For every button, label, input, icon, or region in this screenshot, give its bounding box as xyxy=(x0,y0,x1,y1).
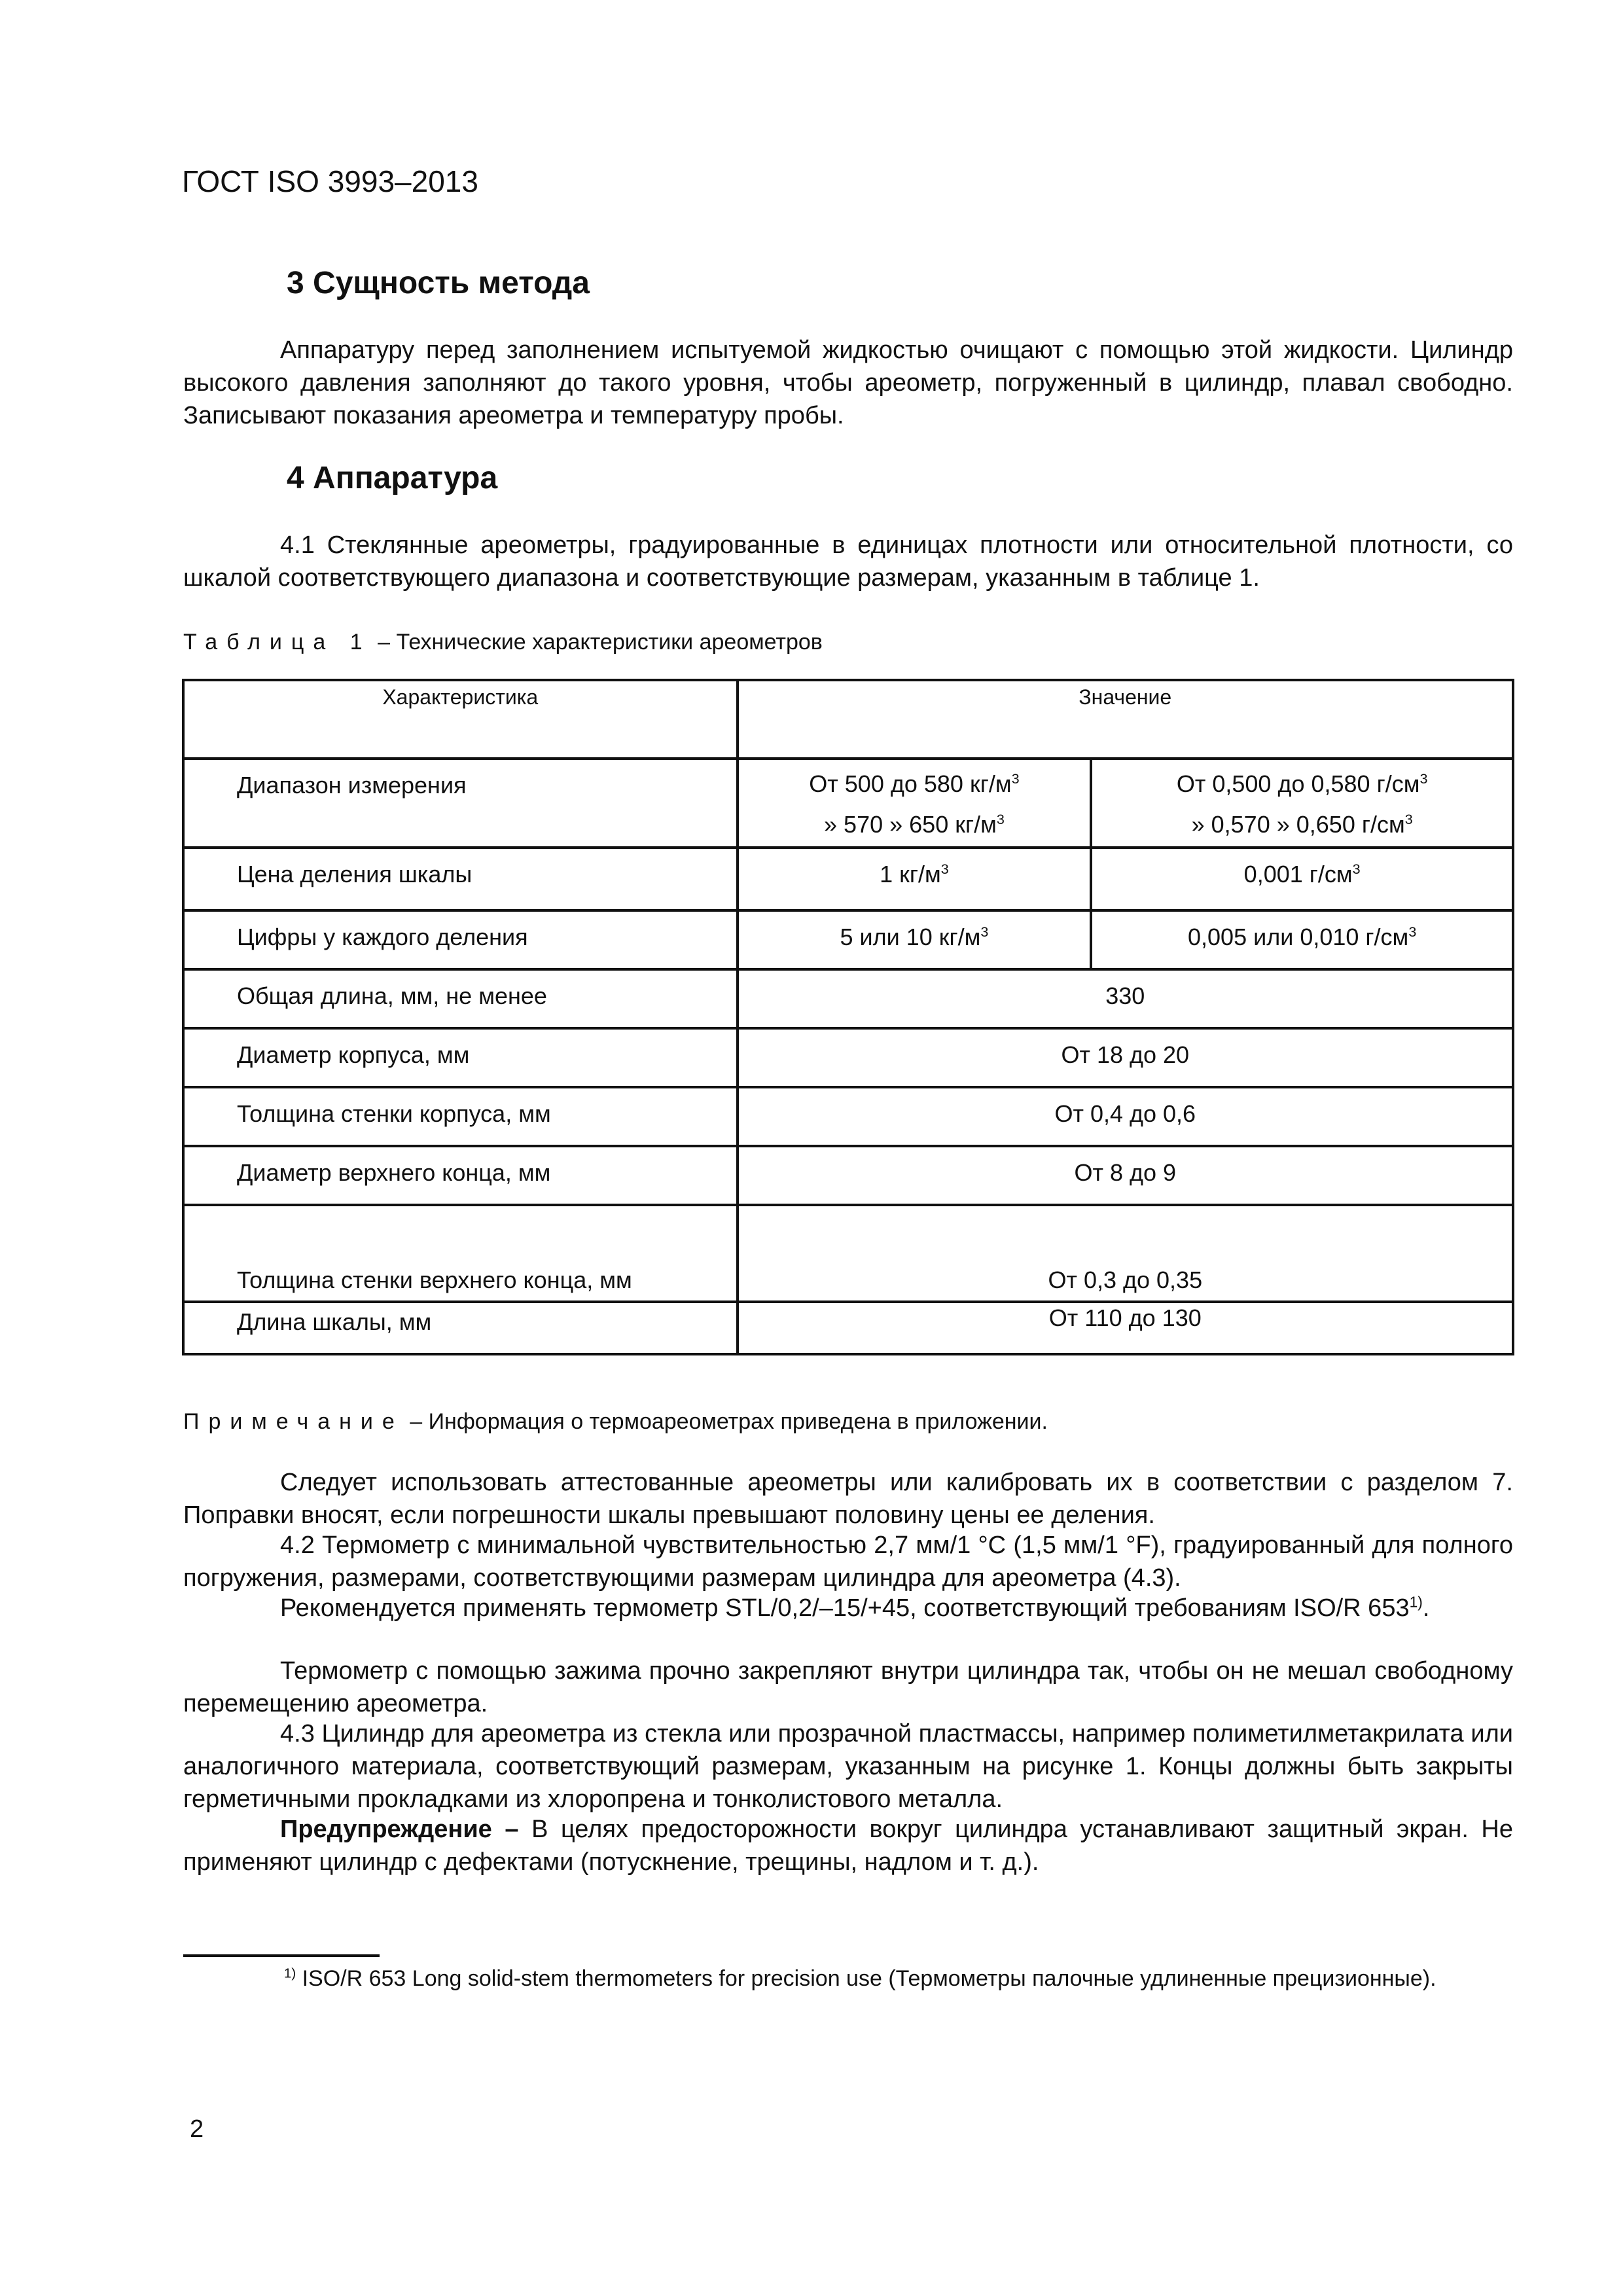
table-row xyxy=(183,910,1513,969)
range-g-cell xyxy=(1091,759,1513,848)
footnote-separator xyxy=(183,1954,380,1957)
table-row xyxy=(183,1146,1513,1205)
table-row xyxy=(183,1205,1513,1302)
para-4-1 xyxy=(183,529,1513,594)
row-name: Диапазон измерения xyxy=(183,759,738,848)
para-recommend: Рекомендуется применять термометр STL/0,2/–15/+45, соответствующий требованиям ISO/R 653$^{1)}$. xyxy=(280,1593,1430,1622)
table-row xyxy=(183,1302,1513,1354)
row-value: От 0,4 до 0,6 xyxy=(738,1087,1513,1146)
para-calibrate: Следует использовать аттестованные ареометры или калибровать их в соответствии с разделом 7. Поправки вносят, если погрешности шкалы превышают половину цены ее деления. xyxy=(183,1469,1513,1529)
document-header: ГОСТ ISO 3993–2013 xyxy=(182,164,478,198)
footnote-ref: 1) xyxy=(1409,1593,1423,1611)
para-warning xyxy=(183,1813,1513,1878)
table-row xyxy=(183,1087,1513,1146)
table-note xyxy=(183,1409,1048,1435)
section-3-text xyxy=(183,334,1513,432)
table-header-row xyxy=(183,680,1513,759)
range-g-2: » 0,570 » 0,650 $г/см^3$ xyxy=(1191,811,1413,838)
row-name: Диаметр корпуса, мм xyxy=(183,1028,738,1087)
row-value: От 0,3 до 0,35 xyxy=(738,1205,1513,1302)
table-caption xyxy=(183,630,823,655)
col-header-value: Значение xyxy=(738,680,1513,759)
specs-table xyxy=(182,679,1514,1355)
footnote-mark: 1) xyxy=(284,1966,296,1981)
row-value: От 8 до 9 xyxy=(738,1146,1513,1205)
row-value: 330 xyxy=(738,969,1513,1028)
warning-text: В целях предосторожности вокруг цилиндра устанавливают защитный экран. Не применяют цилиндр с дефектами (потускнение, трещины, надлом и т. д.). xyxy=(183,1816,1513,1876)
table-row xyxy=(183,1028,1513,1087)
footnote xyxy=(183,1964,1492,1994)
para-4-2: 4.2 Термометр с минимальной чувствительностью 2,7 мм/1 °С (1,5 мм/1 °F), градуированный для полного погружения, размерами, соответствующими размерам цилиндра для ареометра (4.3). xyxy=(183,1532,1513,1592)
range-g-1: От 0,500 до 0,580 $г/см^3$ xyxy=(1176,770,1428,797)
row-value: От 18 до 20 xyxy=(738,1028,1513,1087)
division-g: 0,001 $г/см^3$ xyxy=(1091,848,1513,910)
row-name: Цифры у каждого деления xyxy=(183,910,738,969)
footnote-text: ISO/R 653 Long solid-stem thermometers for precision use (Термометры палочные удлиненные прецизионные). xyxy=(302,1966,1436,1991)
section-3-title: 3 Сущность метода xyxy=(287,266,590,300)
digits-kg: 5 или 10 $кг/м^3$ xyxy=(738,910,1092,969)
row-name: Цена деления шкалы xyxy=(183,848,738,910)
division-kg: 1 $кг/м^3$ xyxy=(738,848,1092,910)
row-value: От 110 до 130 xyxy=(738,1302,1513,1354)
warning-label: Предупреждение – xyxy=(280,1816,519,1843)
note-label: Примечание xyxy=(183,1409,404,1434)
row-name: Диаметр верхнего конца, мм xyxy=(183,1146,738,1205)
table-row xyxy=(183,969,1513,1028)
range-kg-cell xyxy=(738,759,1092,848)
table-row xyxy=(183,759,1513,848)
table-caption-text: – Технические характеристики ареометров xyxy=(378,630,823,655)
page-number: 2 xyxy=(190,2115,204,2143)
row-name: Толщина стенки верхнего конца, мм xyxy=(183,1205,738,1302)
row-name: Общая длина, мм, не менее xyxy=(183,969,738,1028)
range-kg-2: » 570 » 650 $кг/м^3$ xyxy=(824,811,1005,838)
para-4-1-text: 4.1 Стеклянные ареометры, градуированные в единицах плотности или относительной плотности, со шкалой соответствующего диапазона и соответствующие размерам, указанным в таблице 1. xyxy=(183,531,1513,592)
row-name: Длина шкалы, мм xyxy=(183,1302,738,1354)
table-row xyxy=(183,848,1513,910)
section-3-text-content: Аппаратуру перед заполнением испытуемой жидкостью очищают с помощью этой жидкости. Цилиндр высокого давления заполняют до такого уровня, чтобы ареометр, погруженный в цилиндр, плавал свободно. Записывают показания ареометра и температуру пробы. xyxy=(183,336,1513,429)
col-header-characteristic: Характеристика xyxy=(183,680,738,759)
note-text: – Информация о термоареометрах приведена в приложении. xyxy=(410,1409,1048,1434)
para-4-3: 4.3 Цилиндр для ареометра из стекла или прозрачной пластмассы, например полиметилметакрилата или аналогичного материала, соответствующий размерам, указанным на рисунке 1. Концы должны быть закрыты герметичными прокладками из хлоропрена и тонколистового металла. xyxy=(183,1720,1513,1813)
para-fix: Термометр с помощью зажима прочно закрепляют внутри цилиндра так, чтобы он не мешал свободному перемещению ареометра. xyxy=(183,1657,1513,1717)
table-caption-label: Таблица 1 xyxy=(183,630,372,655)
row-name: Толщина стенки корпуса, мм xyxy=(183,1087,738,1146)
section-4-title: 4 Аппаратура xyxy=(287,461,498,495)
range-kg-1: От 500 до 580 $кг/м^3$ xyxy=(809,770,1020,797)
digits-g: 0,005 или 0,010 $г/см^3$ xyxy=(1091,910,1513,969)
